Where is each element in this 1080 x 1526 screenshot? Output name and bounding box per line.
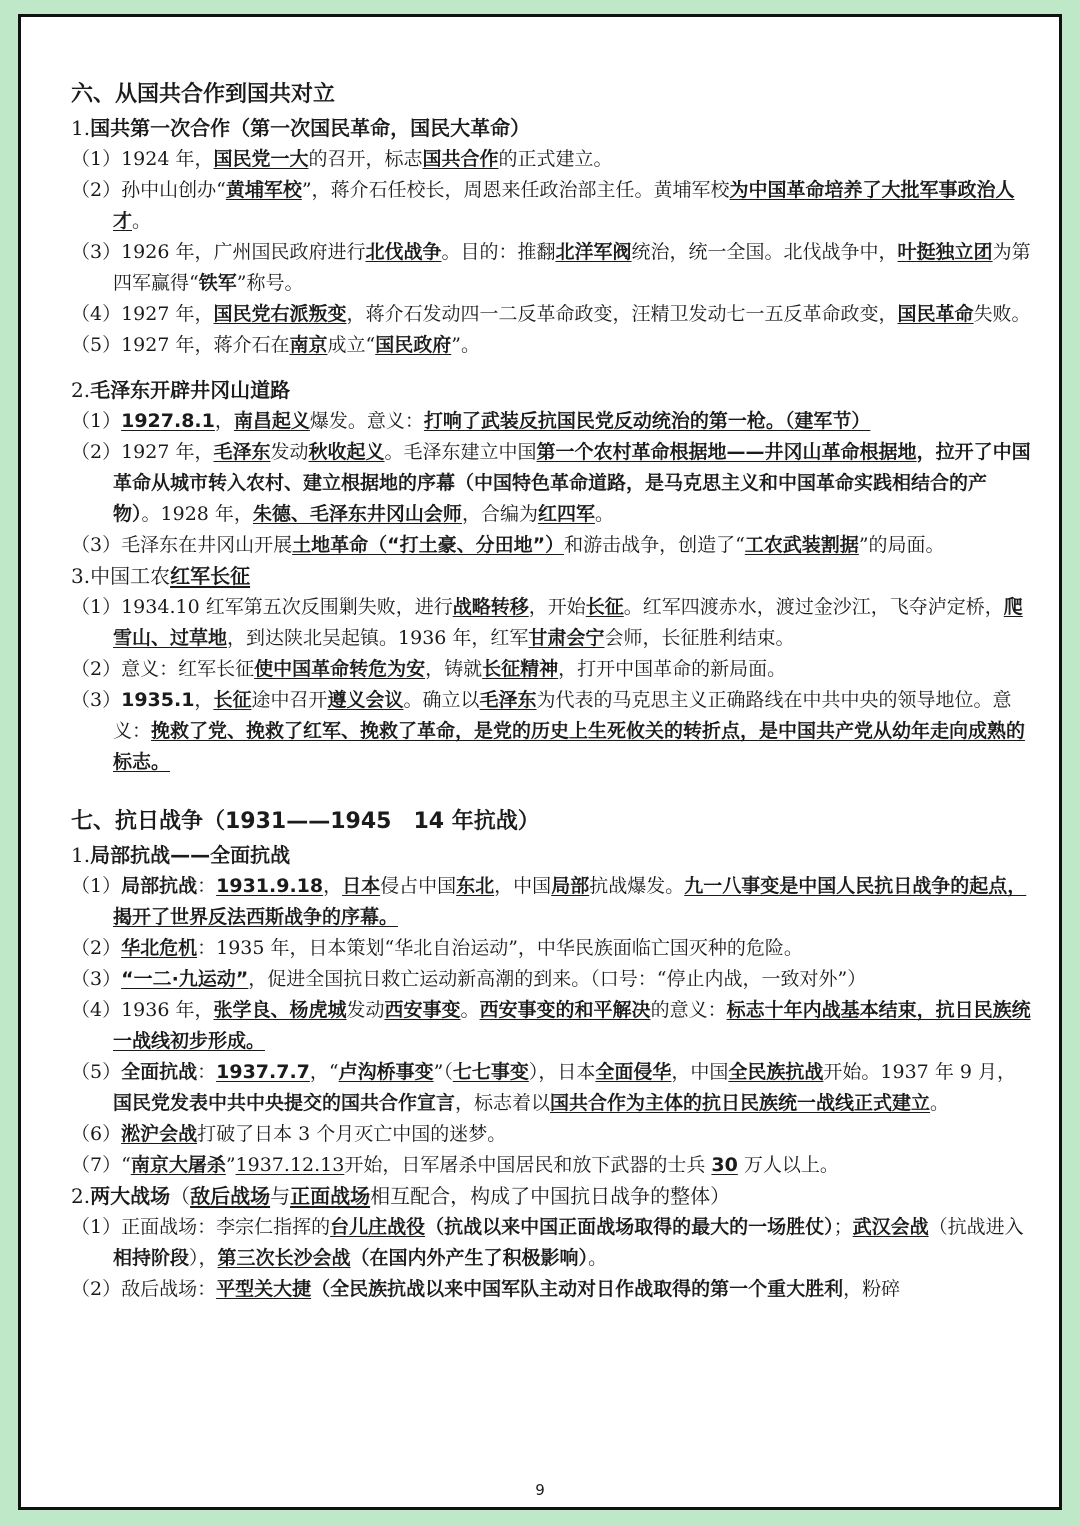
text-segment: 土地革命（“打土豪、分田地”） [292,534,565,556]
text-segment: 打破了日本 3 个月灭亡中国的迷梦。 [197,1123,507,1145]
text-segment: ， [194,689,214,711]
text-segment: ），日本 [528,1061,596,1083]
section-6-subheading-1 [71,113,1031,144]
text-segment: 叶挺独立团 [897,241,993,263]
text-segment: （全民族抗战以来中国军队主动对日作战取得的第一个重大胜利 [311,1278,844,1300]
subheading-number: 3. [71,564,91,588]
text-segment: 九一八事变是中国人民抗日战争的起点，揭开了世界反法西斯战争的序幕。 [113,875,1027,928]
text-segment: （2）敌后战场： [71,1278,217,1300]
section-6-1-items [71,144,1031,361]
text-segment: （ [170,1184,191,1208]
text-segment: 北伐战争 [365,241,442,263]
text-segment: 为代表的马克思主义正确路线在中共中央的领导地位。意义： [113,689,1012,742]
text-segment: 国民党右派叛变 [213,303,347,325]
text-segment: 东北 [456,875,495,897]
text-segment: （3） [71,968,122,990]
text-segment: 国民政府 [375,334,452,356]
text-segment: （4）1936 年， [71,999,214,1021]
text-segment: 朱德、毛泽东井冈山会师 [252,503,462,525]
text-segment: （1） [71,410,122,432]
text-segment: 长征 [585,596,624,618]
text-segment: ，中国 [494,875,552,897]
text-segment: （在国内外产生了积极影响） [350,1247,589,1269]
text-segment: 甘肃会宁 [528,627,605,649]
section-6-2-items [71,406,1031,561]
text-segment: ，促进全国抗日救亡运动新高潮的到来。（口号：“停止内战，一致对外”） [248,968,867,990]
text-segment: 红四军 [537,503,595,525]
text-segment: ”（ [433,1061,453,1083]
text-segment: （4）1927 年， [71,303,214,325]
list-item [71,654,1031,685]
section-7-heading: 七、抗日战争（1931——1945 14 年抗战） [71,809,540,834]
text-segment: 标志十年内战基本结束，抗日民族统一战线初步形成。 [113,999,1031,1052]
list-item [71,592,1031,654]
text-segment: （2）孙中山创办“ [71,179,226,201]
text-segment: 张学良、杨虎城 [213,999,347,1021]
text-segment: 1931.9.18 [216,875,324,897]
text-segment: 为中国革命培养了大批军事政治人才 [113,179,1015,232]
section-6-subheading-3 [71,561,1031,592]
text-segment: 。1928 年， [141,503,253,525]
subheading-prefix: 中国工农 [90,564,171,588]
text-segment: ， [214,410,234,432]
list-item [71,995,1031,1057]
list-item [71,1057,1031,1119]
text-segment: 相互配合，构成了中国抗日战争的整体） [370,1184,731,1208]
text-segment: 发动 [346,999,385,1021]
text-segment: 南昌起义 [233,410,310,432]
text-segment: 发动 [270,441,309,463]
list-item [71,530,1031,561]
text-segment: 全面抗战 [121,1061,198,1083]
text-segment: 敌后战场 [190,1184,271,1208]
text-segment: 使中国革命转危为安 [254,658,426,680]
text-segment: 局部抗战 [121,875,198,897]
text-segment: 两大战场 [90,1184,171,1208]
text-segment: ，“ [309,1061,339,1083]
text-segment: 秋收起义 [308,441,385,463]
list-item [71,175,1031,237]
text-segment: 1937.7.7 [216,1061,310,1083]
section-7-1-items [71,871,1031,1181]
text-segment: 淞沪会战 [121,1123,198,1145]
text-segment: 会师，长征胜利结束。 [604,627,795,649]
text-segment: 日本 [342,875,381,897]
list-item [71,406,1031,437]
subheading-number: 2. [71,378,91,402]
section-7-2-items [71,1212,1031,1305]
list-item [71,1119,1031,1150]
text-segment: 30 [711,1154,738,1176]
text-segment: 失败。 [973,303,1031,325]
text-segment: （2）1927 年， [71,441,214,463]
text-segment: 正面战场 [290,1184,371,1208]
text-segment: （1）1924 年， [71,148,214,170]
section-7-subheading-2 [71,1181,1031,1212]
text-segment: 开始，日军屠杀中国居民和放下武器的士兵 [344,1154,712,1176]
text-segment: 国共合作为主体的抗日民族统一战线正式建立 [550,1092,931,1114]
text-segment: 全面侵华 [595,1061,672,1083]
text-segment: 为第四军赢得“ [113,241,1031,294]
text-segment: 黄埔军校 [225,179,302,201]
text-segment: 爆发。意义： [309,410,424,432]
text-segment: 北洋军阀 [555,241,632,263]
text-segment: ，拉开了中国革命从城市转入农村、建立根据地的序幕（中国特色革命道路，是马克思主义和中国革命实践相结合的产物） [113,441,1031,525]
text-segment: （3） [71,689,122,711]
text-segment: （2） [71,937,122,959]
text-segment: 台儿庄战役 [330,1216,426,1238]
text-segment: （抗战进入 [928,1216,1024,1238]
text-segment: 武汉会战 [852,1216,929,1238]
text-segment: 。 [460,999,480,1021]
text-segment: ” [225,1154,236,1176]
text-segment: ， [323,875,343,897]
text-segment: 国民革命 [897,303,974,325]
text-segment: 开始。1937 年 9 月， [823,1061,1016,1083]
section-6-heading: 六、从国共合作到国共对立 [71,82,336,107]
text-segment: ，铸就 [425,658,483,680]
subheading-title: 毛泽东开辟井冈山道路 [90,378,291,402]
text-segment: （7）“ [71,1154,131,1176]
text-segment: ）， [189,1247,218,1269]
text-segment: 爬雪山、过草地 [113,596,1023,649]
text-segment: 毛泽东 [213,441,271,463]
text-segment: 和游击战争，创造了“ [564,534,745,556]
list-item [71,871,1031,933]
document-content [71,77,1031,1305]
text-segment: 。 [588,1247,608,1269]
list-item [71,1212,1031,1274]
text-segment: 1935.1 [121,689,195,711]
text-segment: 的意义： [650,999,727,1021]
list-item [71,933,1031,964]
text-segment: 。毛泽东建立中国 [384,441,537,463]
text-segment: 1937.12.13 [235,1154,345,1176]
text-segment: “一二·九运动” [121,968,249,990]
text-segment: 西安事变 [384,999,461,1021]
text-segment: 。确立以 [403,689,480,711]
text-segment: 万人以上。 [737,1154,839,1176]
text-segment: ，到达陕北吴起镇。1936 年，红军 [227,627,529,649]
text-segment: （1） [71,875,122,897]
text-segment: 国民党发表中共中央提交的国共合作宣言 [113,1092,456,1114]
page-number: 9 [535,1481,545,1499]
text-segment: ，蒋介石发动四一二反革命政变，汪精卫发动七一五反革命政变， [346,303,898,325]
text-segment: 全民族抗战 [728,1061,824,1083]
text-segment: （5）1927 年，蒋介石在 [71,334,290,356]
text-segment: 相持阶段 [113,1247,190,1269]
text-segment: 西安事变的和平解决 [479,999,651,1021]
text-segment: 与 [270,1184,291,1208]
text-segment: ”称号。 [236,272,304,294]
section-7-subheading-1 [71,840,1031,871]
section-6-subheading-2 [71,375,1031,406]
text-segment: 国民党一大 [213,148,309,170]
text-segment: 卢沟桥事变 [338,1061,434,1083]
text-segment: ，粉碎 [843,1278,901,1300]
text-segment: 挽救了党、挽救了红军、挽救了革命，是党的历史上生死攸关的转折点，是中国共产党从幼年走向成熟的标志。 [113,720,1026,773]
text-segment: （3）毛泽东在井冈山开展 [71,534,293,556]
text-segment: 工农武装割据 [744,534,859,556]
document-page [18,14,1062,1510]
text-segment: 1927.8.1 [121,410,215,432]
subheading-title: 局部抗战——全面抗战 [90,843,291,867]
text-segment: ，中国 [671,1061,729,1083]
text-segment: ，合编为 [461,503,538,525]
subheading-number: 1. [71,843,91,867]
text-segment: 侵占中国 [380,875,457,897]
text-segment: ，标志着以 [455,1092,551,1114]
text-segment: ； [833,1216,853,1238]
list-item [71,330,1031,361]
list-item [71,299,1031,330]
subheading-number: 1. [71,116,91,140]
text-segment: ： [197,875,217,897]
text-segment: ： [197,1061,217,1083]
list-item [71,1150,1031,1181]
text-segment: 。红军四渡赤水，渡过金沙江，飞夺泸定桥， [623,596,1004,618]
text-segment: 途中召开 [251,689,328,711]
text-segment: （2）意义：红军长征 [71,658,255,680]
text-segment: 遵义会议 [327,689,404,711]
text-segment: ，打开中国革命的新局面。 [558,658,787,680]
text-segment: 。 [132,210,152,232]
text-segment: （抗战以来中国正面战场取得的最大的一场胜仗） [425,1216,834,1238]
text-segment: 局部 [551,875,590,897]
text-segment: （1）正面战场：李宗仁指挥的 [71,1216,331,1238]
text-segment: 铁军 [198,272,237,294]
text-segment: ”，蒋介石任校长，周恩来任政治部主任。黄埔军校 [301,179,730,201]
text-segment: （3）1926 年，广州国民政府进行 [71,241,366,263]
text-segment: 成立“ [327,334,376,356]
text-segment: （5） [71,1061,122,1083]
list-item [71,685,1031,778]
text-segment: 的正式建立。 [498,148,613,170]
list-item [71,437,1031,530]
text-segment: ：1935 年，日本策划“华北自治运动”，中华民族面临亡国灭种的危险。 [197,937,803,959]
text-segment: 。 [930,1092,950,1114]
list-item [71,237,1031,299]
text-segment: ”的局面。 [858,534,945,556]
text-segment: 华北危机 [121,937,198,959]
text-segment: 抗战爆发。 [589,875,685,897]
text-segment: ，开始 [528,596,586,618]
text-segment: 南京大屠杀 [130,1154,226,1176]
subheading-body [90,1184,730,1208]
text-segment: 第三次长沙会战 [217,1247,351,1269]
list-item [71,964,1031,995]
text-segment: 七七事变 [452,1061,529,1083]
text-segment: ”。 [451,334,480,356]
text-segment: 长征 [213,689,252,711]
text-segment: （1）1934.10 红军第五次反围剿失败，进行 [71,596,453,618]
text-segment: 。 [594,503,614,525]
list-item [71,144,1031,175]
text-segment: 打响了武装反抗国民党反动统治的第一枪。（建军节） [423,410,871,432]
text-segment: （6） [71,1123,122,1145]
text-segment: 平型关大捷 [216,1278,312,1300]
text-segment: 南京 [289,334,328,356]
subheading-title: 国共第一次合作（第一次国民革命，国民大革命） [90,116,531,140]
text-segment: 的召开，标志 [308,148,423,170]
text-segment: 毛泽东 [479,689,537,711]
text-segment: 长征精神 [482,658,559,680]
text-segment: 。目的：推翻 [441,241,556,263]
text-segment: 战略转移 [452,596,529,618]
text-segment: 第一个农村革命根据地——井冈山革命根据地 [536,441,917,463]
text-segment: 国共合作 [422,148,499,170]
section-6-3-items [71,592,1031,778]
text-segment: 统治，统一全国。北伐战争中， [631,241,898,263]
subheading-title: 红军长征 [170,564,251,588]
list-item [71,1274,1031,1305]
subheading-number: 2. [71,1184,91,1208]
